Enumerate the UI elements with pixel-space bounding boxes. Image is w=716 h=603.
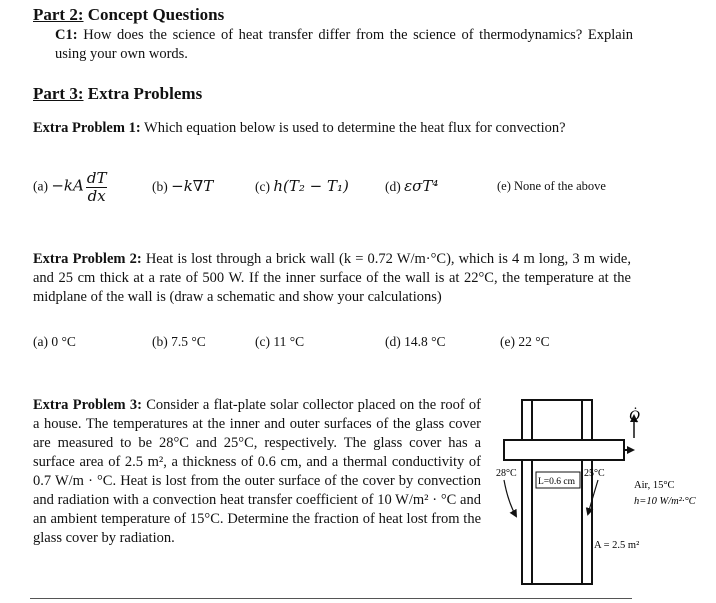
ep3-question [33, 396, 481, 548]
bottom-divider [30, 598, 632, 599]
ep1-option-a-fraction [86, 170, 108, 205]
h-coeff-label: h=10 W/m²·°C [634, 496, 696, 507]
ep2-option-b: (b) 7.5 °C [152, 334, 206, 349]
ep2-option-c: (c) 11 °C [255, 334, 305, 349]
q-label: Q̇ [629, 408, 640, 424]
part3-heading-label: Part 3: [33, 84, 84, 103]
part3-heading [33, 84, 202, 104]
ep1-text: Which equation below is used to determine the heat flux for convection? [144, 120, 566, 136]
c1-label: C1: [55, 27, 78, 43]
ep1-option-e-letter: (e) [497, 179, 511, 193]
ep1-option-d-expr: εσT⁴ [404, 177, 439, 195]
ep1-option-a-expr: −kA [51, 176, 84, 195]
ep1-option-e [497, 179, 606, 194]
area-label: A = 2.5 m² [594, 540, 640, 551]
heat-flow-band [504, 440, 624, 460]
ep1-option-d [385, 177, 438, 195]
ep1-option-a-numerator: dT [86, 169, 107, 187]
ep2-text: Heat is lost through a brick wall (k = 0.72 W/m·°C), which is 4 m long, 3 m wide, and 25 cm thick at a rate of 500 W. If the inner surface of the wall is at 22°C, the temperature at the midplane of the wall is (draw a schematic and show your calculations) [33, 251, 631, 305]
c1-question [55, 26, 633, 64]
part2-heading-label: Part 2: [33, 5, 84, 24]
ep3-label: Extra Problem 3: [33, 397, 142, 413]
ep2-option-d: (d) 14.8 °C [385, 334, 446, 349]
ep2-label: Extra Problem 2: [33, 251, 142, 267]
outer-temp-label: 25°C [584, 468, 605, 479]
part3-heading-title: Extra Problems [87, 84, 203, 103]
part2-heading-title: Concept Questions [87, 5, 225, 24]
part2-heading [33, 5, 224, 25]
air-label: Air, 15°C [634, 480, 675, 491]
ep1-option-a [33, 170, 107, 205]
ep1-option-c-letter: (c) [255, 179, 270, 194]
thickness-label: L=0.6 cm [538, 477, 576, 487]
ep1-option-a-denominator: dx [87, 187, 106, 205]
solar-collector-figure [488, 392, 713, 592]
ep2-question [33, 250, 631, 307]
ep1-option-c-expr: h(T₂ − T₁) [273, 177, 349, 195]
ep3-text: Consider a flat-plate solar collector placed on the roof of a house. The temperatures at the inner and outer surfaces of the glass cover are measured to be 28°C and 25°C, respectively. The glass cover has a surface area of 2.5 m², a thickness of 0.6 cm, and a thermal conductivity of 0.7 W/m · °C. Heat is lost from the outer surface of the cover by convection and radiation with a convection heat transfer coefficient of 10 W/m² · °C and an ambient temperature of 15°C. Determine the fraction of heat lost from the glass cover by radiation. [33, 397, 481, 546]
ep1-label: Extra Problem 1: [33, 120, 141, 136]
ep1-question [33, 119, 631, 138]
ep1-option-e-expr: None of the above [514, 179, 606, 193]
c1-text: How does the science of heat transfer differ from the science of thermodynamics? Explain using your own words. [55, 27, 634, 62]
ep1-option-b-letter: (b) [152, 179, 168, 194]
inner-temp-label: 28°C [496, 468, 517, 479]
ep1-option-d-letter: (d) [385, 179, 401, 194]
ep1-option-b [152, 177, 213, 195]
ep1-option-c [255, 177, 349, 195]
inner-temp-pointer [504, 480, 516, 516]
ep1-option-a-letter: (a) [33, 178, 48, 194]
ep2-option-e: (e) 22 °C [500, 334, 550, 349]
ep1-option-b-expr: −k∇T [171, 177, 214, 195]
ep2-option-a: (a) 0 °C [33, 334, 76, 349]
